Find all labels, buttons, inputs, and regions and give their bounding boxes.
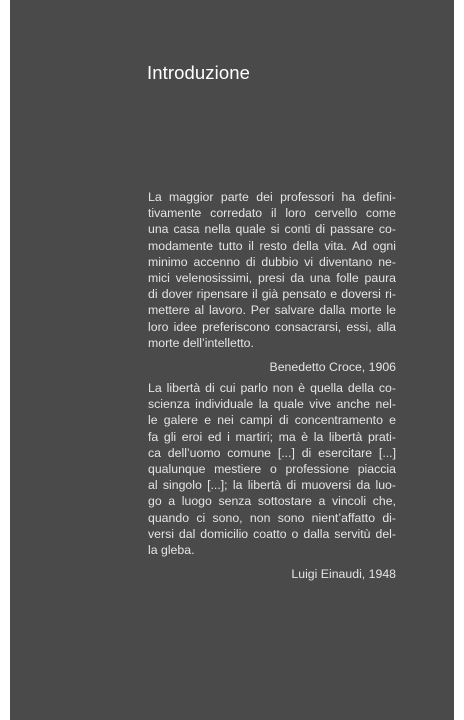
quote-text: [148, 189, 396, 351]
quote-line: quando ci sono, non sono nient’affatto di-: [148, 510, 396, 525]
quote-attribution: Benedetto Croce, 1906: [269, 360, 396, 375]
quote-line: fa gli eroi ed i martiri; ma è la libertà prati-: [148, 429, 396, 444]
quote-line: mettere al lavoro. Per salvare dalla morte le: [148, 303, 396, 318]
quote-line: ca dell’uomo comune [...] di esercitare [...]: [148, 445, 396, 460]
quote-line: scienza individuale la quale vive anche nel-: [148, 397, 396, 412]
quote-line: go a luogo senza sottostare a vincoli che,: [148, 494, 396, 509]
quote-line: La maggior parte dei professori ha defini-: [148, 190, 396, 204]
quote-line: di dover ripensare il già pensato e doversi ri-: [148, 287, 396, 302]
quote-line: morte dell’intelletto.: [148, 335, 254, 350]
quote-line: loro idee preferiscono consacrarsi, essi, alla: [148, 319, 396, 334]
quote-line: mici velenosissimi, presi da una folle paura: [148, 271, 396, 286]
quote-line: versi dal domicilio coatto o dalla servitù del-: [148, 526, 396, 541]
quote-line: modamente tutto il resto della vita. Ad ogni: [148, 238, 396, 253]
quote-line: la gleba.: [148, 543, 195, 558]
quote-attribution: Luigi Einaudi, 1948: [291, 567, 396, 582]
quote-line: qualunque mestiere o professione piaccia: [148, 462, 396, 477]
quote-einaudi: [148, 380, 396, 582]
quote-line: le galere e nei campi di concentramento e: [148, 413, 396, 428]
book-page: [10, 0, 454, 720]
quote-line: minimo accenno di dubbio vi diventano ne-: [148, 254, 396, 269]
quote-croce: [148, 189, 396, 375]
quote-line: tivamente corredato il loro cervello come: [148, 206, 396, 221]
quote-text: [148, 380, 396, 558]
quote-line: una casa nella quale si conti di passare co-: [148, 222, 396, 237]
quote-line: al singolo [...]; la libertà di muoversi da luo-: [148, 478, 396, 493]
chapter-heading: Introduzione: [147, 62, 251, 83]
quote-line: La libertà di cui parlo non è quella della co-: [148, 381, 396, 395]
